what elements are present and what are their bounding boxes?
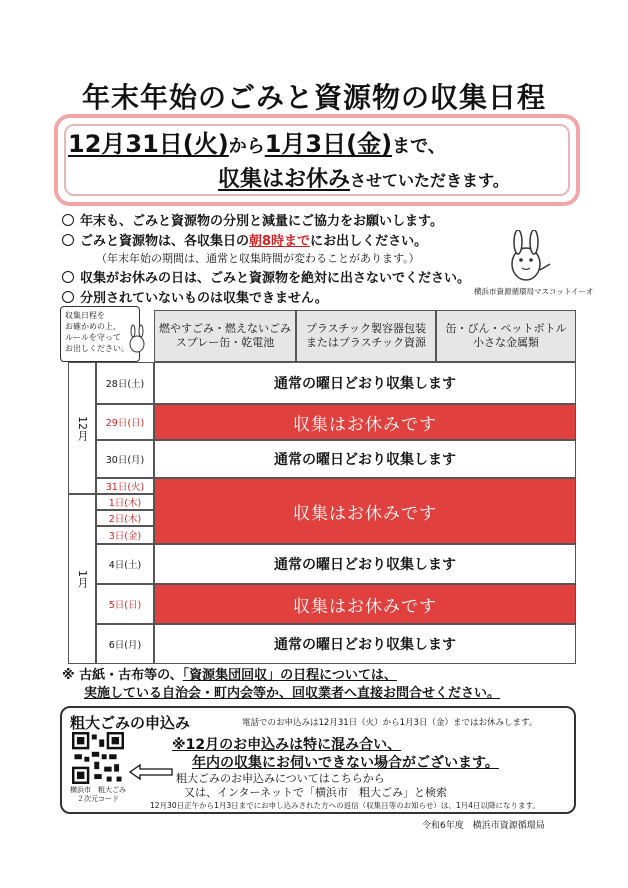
date-cell: 28日(土) (96, 362, 154, 404)
header-plastic: プラスチック製容器包装 またはプラスチック資源 (296, 310, 436, 362)
date-cell: 3日(金) (96, 526, 154, 544)
mini-mascot-icon (126, 324, 148, 354)
date-cell: 29日(日) (96, 404, 154, 440)
until-text: まで、 (392, 136, 446, 157)
date-cell: 31日(火) (96, 478, 154, 494)
date-cell: 5日(日) (96, 584, 154, 624)
start-day: (火) (182, 130, 229, 158)
arrow-left-icon (128, 764, 174, 780)
footnote-line2: 実施している自治会・町内会等か、回収業者へ直接お問合せください。 (84, 686, 501, 701)
header-burnable: 燃やすごみ・燃えないごみ スプレー缶・乾電池 (154, 310, 296, 362)
time-note: （年末年始の期間は、通常と収集時間が変わることがあります。） (96, 252, 420, 265)
status-normal: 通常の曜日どおり収集します (154, 362, 576, 404)
bullet-3: 収集がお休みの日は、ごみと資源物を絶対に出さないでください。 (62, 267, 470, 286)
closed-small: させていただきます。 (350, 171, 509, 190)
date-cell: 30日(月) (96, 440, 154, 478)
date-cell: 4日(土) (96, 544, 154, 584)
issuer-footer: 令和6年度 横浜市資源循環局 (422, 821, 545, 831)
sodai-reply-note: 12月30日正午から1月3日までにお申し込みされた方への返信（収集日等のお知らせ）は、1月4日以降になります。 (150, 801, 540, 810)
status-closed: 収集はお休みです (154, 404, 576, 440)
closed-big: 収集はお休み (218, 167, 351, 192)
deadline-highlight: 朝8時まで (249, 234, 311, 249)
status-normal: 通常の曜日どおり収集します (154, 544, 576, 584)
bullet-4: 分別されていないものは収集できません。 (62, 287, 328, 306)
footnote-line1: ※ 古紙・古布等の、「資源集団回収」の日程については、 (62, 668, 397, 683)
qr-code-icon[interactable] (72, 732, 124, 784)
from-text: から (228, 136, 265, 157)
bullet-1: 年末も、ごみと資源物の分別と減量にご協力をお願いします。 (62, 210, 443, 229)
date-cell: 1日(木) (96, 494, 154, 510)
page-title: 年末年始のごみと資源物の収集日程 (81, 81, 546, 114)
date-cell: 6日(月) (96, 624, 154, 664)
mascot-caption: 横浜市資源循環局マスコットイーオ (474, 287, 594, 296)
sodai-title: 粗大ごみの申込み (70, 714, 191, 732)
check-schedule-note: 収集日程を お確かめの上、 ルールを守って お出しください。 (60, 306, 140, 362)
date-cell: 2日(木) (96, 510, 154, 526)
end-day: (金) (346, 130, 393, 158)
circle-icon (62, 234, 74, 246)
closure-banner (54, 114, 580, 206)
circle-icon (62, 291, 74, 303)
closure-dates (68, 124, 446, 159)
sodai-warning-1: ※12月のお申込みは特に混み合い、 (172, 737, 402, 753)
mascot-icon (496, 230, 556, 286)
sodai-phone-note: 電話でのお申込みは12月31日（火）から1月3日（金）まではお休みします。 (242, 718, 538, 728)
month-december: 12月 (68, 362, 96, 494)
status-closed: 収集はお休みです (154, 478, 576, 544)
closed-message (218, 162, 509, 193)
circle-icon (62, 214, 74, 226)
status-normal: 通常の曜日どおり収集します (154, 440, 576, 478)
start-date: 12月31日 (68, 130, 183, 158)
status-closed: 収集はお休みです (154, 584, 576, 624)
end-date: 1月3日 (264, 130, 347, 158)
qr-caption: 横浜市 粗大ごみ ２次元コード (70, 786, 126, 803)
header-cans: 缶・びん・ペットボトル 小さな金属類 (436, 310, 576, 362)
status-normal: 通常の曜日どおり収集します (154, 624, 576, 664)
circle-icon (62, 271, 74, 283)
sodai-apply-1: 粗大ごみのお申込みについてはこちらから (176, 772, 385, 785)
month-january: 1月 (68, 494, 96, 664)
sodai-apply-2: 又は、インターネットで「横浜市 粗大ごみ」と検索 (184, 786, 448, 799)
bullet-2: ごみと資源物は、各収集日の朝8時までにお出しください。 (62, 230, 427, 249)
sodai-warning-2: 年内の収集にお伺いできない場合がございます。 (192, 755, 499, 771)
